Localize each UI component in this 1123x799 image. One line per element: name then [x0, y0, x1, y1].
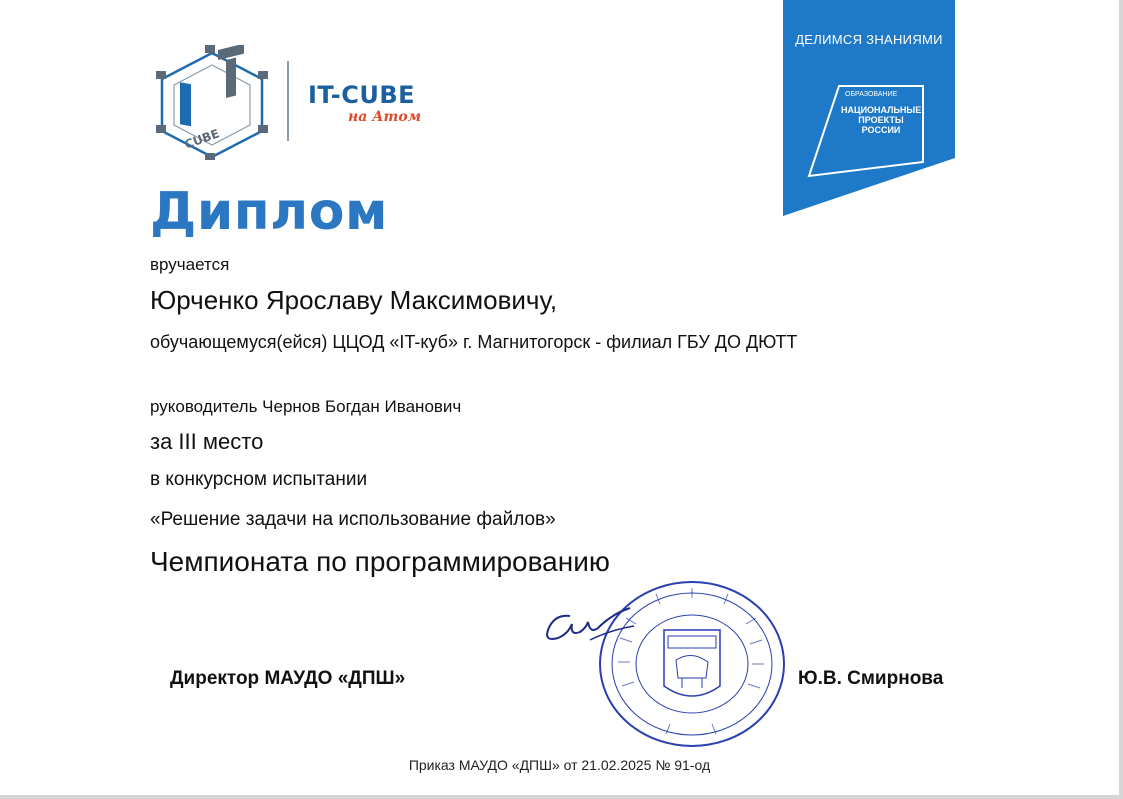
national-projects-banner [783, 0, 955, 216]
championship-text: Чемпионата по программированию [150, 546, 610, 577]
supervisor-text: руководитель Чернов Богдан Иванович [150, 397, 462, 416]
banner-line-1: НАЦИОНАЛЬНЫЕ [841, 105, 922, 115]
contest-text: в конкурсном испытании [150, 469, 368, 490]
banner-line-3: РОССИИ [861, 125, 901, 135]
diploma-title: Диплом [150, 182, 388, 242]
it-cube-brand: IT-CUBE [308, 81, 416, 109]
director-name: Ю.В. Смирнова [798, 668, 944, 689]
banner-small-label: ОБРАЗОВАНИЕ [845, 91, 898, 98]
place-text: за III место [150, 429, 264, 454]
cube-bottom-text: CUBE [182, 126, 222, 152]
task-text: «Решение задачи на использование файлов» [150, 509, 556, 530]
it-cube-logo [150, 45, 450, 160]
order-footer: Приказ МАУДО «ДПШ» от 21.02.2025 № 91-од [408, 757, 711, 773]
recipient-name: Юрченко Ярославу Максимовичу, [150, 285, 558, 315]
banner-title: ДЕЛИМСЯ ЗНАНИЯМИ [795, 32, 943, 47]
director-label: Директор МАУДО «ДПШ» [170, 668, 406, 689]
awarded-text: вручается [150, 255, 230, 274]
student-of-text: обучающемуся(ейся) ЦЦОД «IT-куб» г. Магнитогорск - филиал ГБУ ДО ДЮТТ [150, 332, 798, 352]
banner-line-2: ПРОЕКТЫ [858, 115, 904, 125]
it-cube-emblem [150, 45, 275, 160]
logo-divider [287, 61, 289, 141]
banner-projects-label [841, 105, 921, 135]
director-signature [540, 596, 640, 656]
it-cube-brand-sub: на Атом [348, 109, 422, 125]
